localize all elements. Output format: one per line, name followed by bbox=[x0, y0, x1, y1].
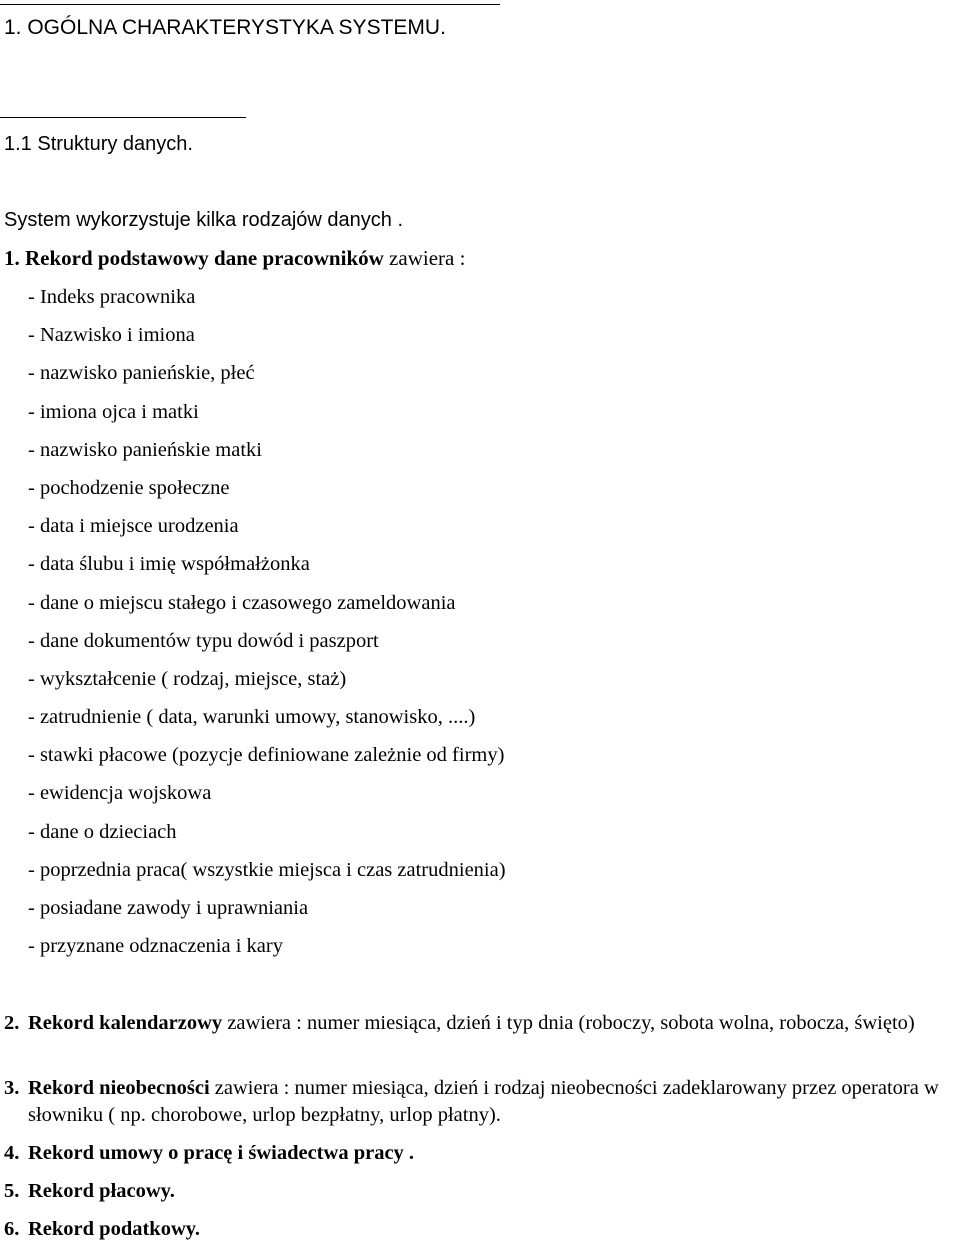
record-4 bbox=[4, 1140, 960, 1167]
record-6 bbox=[4, 1216, 960, 1243]
record-1-title: Rekord podstawowy dane pracowników bbox=[25, 246, 384, 270]
record-1-suffix: zawiera : bbox=[383, 246, 466, 270]
list-item: - Nazwisko i imiona bbox=[28, 324, 195, 347]
record-5-title: Rekord płacowy. bbox=[28, 1180, 175, 1202]
list-item: - nazwisko panieńskie, płeć bbox=[28, 362, 255, 385]
list-item: - posiadane zawody i uprawniania bbox=[28, 897, 309, 919]
list-item: - imiona ojca i matki bbox=[28, 400, 199, 423]
record-4-number: 4. bbox=[4, 1142, 20, 1164]
record-3-text: zawiera : numer miesiąca, dzień i rodzaj nieobecności zadeklarowany przez operatora w słowniku ( np. chorobowe, urlop bezpłatny, urlop płatny). bbox=[28, 1077, 939, 1126]
record-3 bbox=[4, 1075, 960, 1129]
list-item: - Indeks pracownika bbox=[28, 286, 196, 308]
record-5 bbox=[4, 1178, 960, 1205]
list-item: - wykształcenie ( rodzaj, miejsce, staż) bbox=[28, 667, 347, 690]
record-1-number: 1. bbox=[4, 246, 20, 270]
record-2 bbox=[4, 1010, 960, 1037]
record-3-title: Rekord nieobecności bbox=[28, 1077, 210, 1099]
section-rule bbox=[0, 117, 246, 118]
record-2-text: zawiera : numer miesiąca, dzień i typ dnia (roboczy, sobota wolna, robocza, święto) bbox=[222, 1012, 915, 1034]
list-item: - nazwisko panieńskie matki bbox=[28, 438, 262, 461]
list-item: - przyznane odznaczenia i kary bbox=[28, 935, 283, 958]
record-2-number: 2. bbox=[4, 1012, 20, 1034]
section-heading: 1.1 Struktury danych. bbox=[4, 133, 193, 155]
record-1-field-list bbox=[28, 282, 506, 969]
list-item: - poprzednia praca( wszystkie miejsca i czas zatrudnienia) bbox=[28, 858, 506, 881]
record-2-title: Rekord kalendarzowy bbox=[28, 1012, 223, 1034]
record-1-heading bbox=[4, 243, 465, 273]
list-item: - data i miejsce urodzenia bbox=[28, 515, 239, 538]
record-5-number: 5. bbox=[4, 1180, 20, 1202]
record-3-number: 3. bbox=[4, 1077, 20, 1099]
list-item: - data ślubu i imię współmałżonka bbox=[28, 553, 310, 576]
record-4-title: Rekord umowy o pracę i świadectwa pracy . bbox=[28, 1142, 415, 1164]
list-item: - ewidencja wojskowa bbox=[28, 782, 212, 805]
list-item: - dane o miejscu stałego i czasowego zameldowania bbox=[28, 591, 456, 614]
list-item: - dane dokumentów typu dowód i paszport bbox=[28, 629, 379, 652]
intro-text: System wykorzystuje kilka rodzajów danych . bbox=[4, 209, 404, 231]
list-item: - pochodzenie społeczne bbox=[28, 476, 230, 499]
list-item: - zatrudnienie ( data, warunki umowy, stanowisko, ....) bbox=[28, 706, 476, 729]
list-item: - stawki płacowe (pozycje definiowane zależnie od firmy) bbox=[28, 744, 505, 767]
list-item: - dane o dzieciach bbox=[28, 820, 177, 843]
chapter-heading: 1. OGÓLNA CHARAKTERYSTYKA SYSTEMU. bbox=[4, 16, 446, 39]
top-rule bbox=[0, 4, 500, 5]
record-6-number: 6. bbox=[4, 1218, 20, 1240]
record-6-title: Rekord podatkowy. bbox=[28, 1218, 201, 1240]
